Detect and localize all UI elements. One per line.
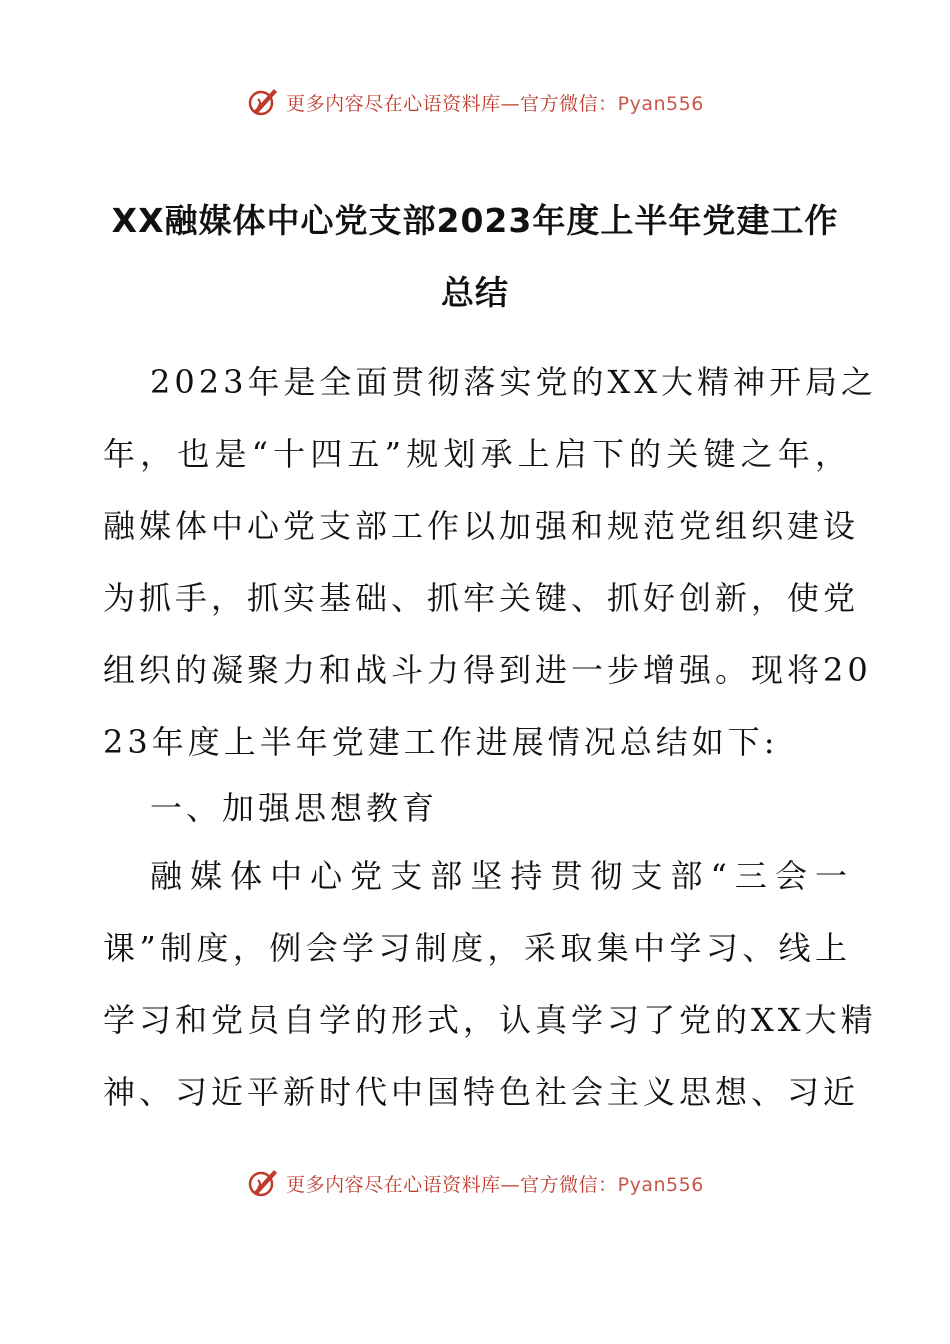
body-line: 为抓手，抓实基础、抓牢关键、抓好创新，使党 <box>103 579 860 617</box>
watermark-footer <box>0 1163 950 1203</box>
body-line: 年，也是“十四五”规划承上启下的关键之年， <box>103 435 851 473</box>
watermark-header <box>0 82 950 122</box>
watermark-text: 更多内容尽在心语资料库—官方微信：Pyan556 <box>286 1173 704 1196</box>
section-heading: 一、加强思想教育 <box>150 789 439 827</box>
body-line: 2023年是全面贯彻落实党的XX大精神开局之 <box>150 363 878 401</box>
body-line: 23年度上半年党建工作进展情况总结如下: <box>103 723 779 761</box>
watermark-text: 更多内容尽在心语资料库—官方微信：Pyan556 <box>286 92 704 115</box>
watermark-wechat-id: Pyan556 <box>617 92 704 115</box>
body-line: 组织的凝聚力和战斗力得到进一步增强。现将20 <box>103 651 872 689</box>
pen-logo-icon <box>246 85 280 119</box>
body-line: 课”制度，例会学习制度，采取集中学习、线上 <box>103 929 851 967</box>
document-title-line-2: 总结 <box>441 273 509 312</box>
body-line: 学习和党员自学的形式，认真学习了党的XX大精 <box>103 1001 877 1039</box>
body-line: 融媒体中心党支部坚持贯彻支部“三会一 <box>150 857 851 895</box>
document-title-line-1: XX融媒体中心党支部2023年度上半年党建工作 <box>111 201 839 240</box>
body-line: 神、习近平新时代中国特色社会主义思想、习近 <box>103 1073 860 1111</box>
pen-logo-icon <box>246 1166 280 1200</box>
body-line: 融媒体中心党支部工作以加强和规范党组织建设 <box>103 507 860 545</box>
watermark-wechat-id: Pyan556 <box>617 1173 704 1196</box>
